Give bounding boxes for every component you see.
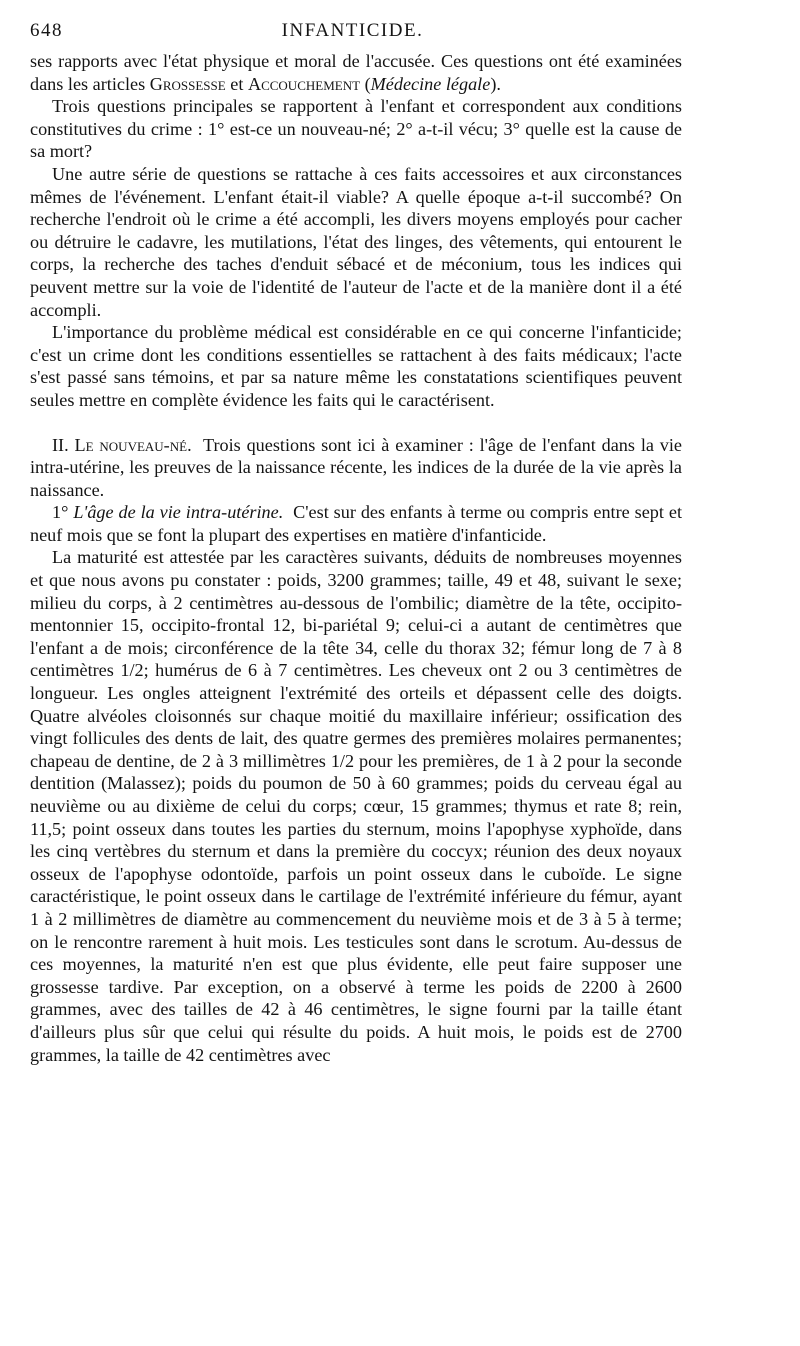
paragraph-continuation: ses rapports avec l'état physique et moral de l'accusée. Ces questions ont été examinées dans les articles Grossesse et Accouchement (Médecine légale). <box>30 51 682 94</box>
subsection-title: L'âge de la vie intra-utérine. <box>73 502 284 523</box>
paragraph-text-end: ). <box>490 73 501 94</box>
paragraph-text-mid: et <box>225 73 248 94</box>
paragraph-text: C'est sur des enfants à terme ou compris entre sept et neuf mois que se font la plupart des expertises en matière d'infanticide. <box>30 502 683 545</box>
paragraph-text: Trois questions sont ici à examiner : l'âge de l'enfant dans la vie intra-utérine, les preuves de la naissance récente, les indices de la durée de la vie après la naissance. <box>30 434 683 500</box>
paragraph: L'importance du problème médical est considérable en ce qui concerne l'infanticide; c'est un crime dont les conditions essentielles se rattachent à des faits médicaux; l'acte s'est passé sans témoins, et par sa nature même les constatations scientifiques peuvent seules mettre en complète évidence les faits qui le caractérisent. <box>30 322 682 410</box>
running-title: INFANTICIDE. <box>281 20 424 41</box>
body-text <box>30 50 682 1066</box>
section-heading-paragraph <box>30 434 682 502</box>
running-head <box>30 20 682 50</box>
article-reference: Grossesse <box>149 73 226 94</box>
document-page <box>30 20 682 1066</box>
page-number: 648 <box>30 20 63 41</box>
section-number: II. <box>52 434 69 455</box>
book-title: Médecine légale <box>370 73 491 94</box>
paragraph: Trois questions principales se rapportent à l'enfant et correspondent aux conditions constitutives du crime : 1° est-ce un nouveau-né; 2° a-t-il vécu; 3° quelle est la cause de sa mort? <box>30 96 682 162</box>
section-title: Le nouveau-né. <box>74 434 192 455</box>
subsection-paragraph <box>30 501 682 546</box>
paragraph-text: ses rapports avec l'état physique et moral de l'accusée. Ces questions ont été examinées dans les articles <box>30 51 682 94</box>
subsection-number: 1° <box>52 502 69 523</box>
paragraph: Une autre série de questions se rattache à ces faits accessoires et aux circonstances mêmes de l'événement. L'enfant était-il viable? A quelle époque a-t-il succombé? On recherche l'endroit où le crime a été accompli, les divers moyens employés pour cacher ou détruire le cadavre, les mutilations, l'état des linges, des vêtements, qui entourent le corps, la recherche des taches d'enduit sébacé et de méconium, tous les indices qui peuvent mettre sur la voie de l'identité de l'auteur de l'acte et de la manière dont il a été accompli. <box>30 163 682 320</box>
article-reference: Accouchement <box>247 73 361 94</box>
paragraph: La maturité est attestée par les caractères suivants, déduits de nombreuses moyennes et que nous avons pu constater : poids, 3200 grammes; taille, 49 et 48, suivant le sexe; milieu du corps, à 2 centimètres au-dessous de l'ombilic; diamètre de la tête, occipito-mentonnier 15, occipito-frontal 12, bi-pariétal 9; celui-ci a autant de centimètres que l'enfant a de mois; circonférence de la tête 34, celle du thorax 32; fémur long de 7 à 8 centimètres 1/2; humérus de 6 à 7 centimètres. Les cheveux ont 2 ou 3 centimètres de longueur. Les ongles atteignent l'extrémité des orteils et dépassent celle des doigts. Quatre alvéoles cloisonnés sur chaque moitié du maxillaire inférieur; ossification des vingt follicules des dents de lait, des quatre germes des premières molaires permanentes; chapeau de dentine, de 2 à 3 millimètres 1/2 pour les premières, de 1 à 2 pour la seconde dentition (Malassez); poids du poumon de 50 à 60 grammes; poids du cerveau égal au neuvième ou au dixième de celui du corps; cœur, 15 grammes; thymus et rate 8; rein, 11,5; point osseux dans toutes les parties du sternum, moins l'apophyse xyphoïde, dans les cinq vertèbres du sternum et dans la première du coccyx; réunion des deux noyaux osseux de l'apophyse odontoïde, parfois un point osseux dans le cuboïde. Le signe caractéristique, le point osseux dans le cartilage de l'extrémité inférieure du fémur, ayant 1 à 2 millimètres de diamètre au commencement du neuvième mois et de 3 à 5 à terme; on le rencontre rarement à huit mois. Les testicules sont dans le scrotum. Au-dessus de ces moyennes, la maturité n'en est que plus évidente, elle peut faire supposer une grossesse tardive. Par exception, on a observé à terme les poids de 2200 à 2600 grammes, avec des tailles de 42 à 46 centimètres, le signe fourni par la taille étant d'ailleurs plus sûr que celui qui résulte du poids. A huit mois, le poids est de 2700 grammes, la taille de 42 centimètres avec <box>30 547 682 1065</box>
